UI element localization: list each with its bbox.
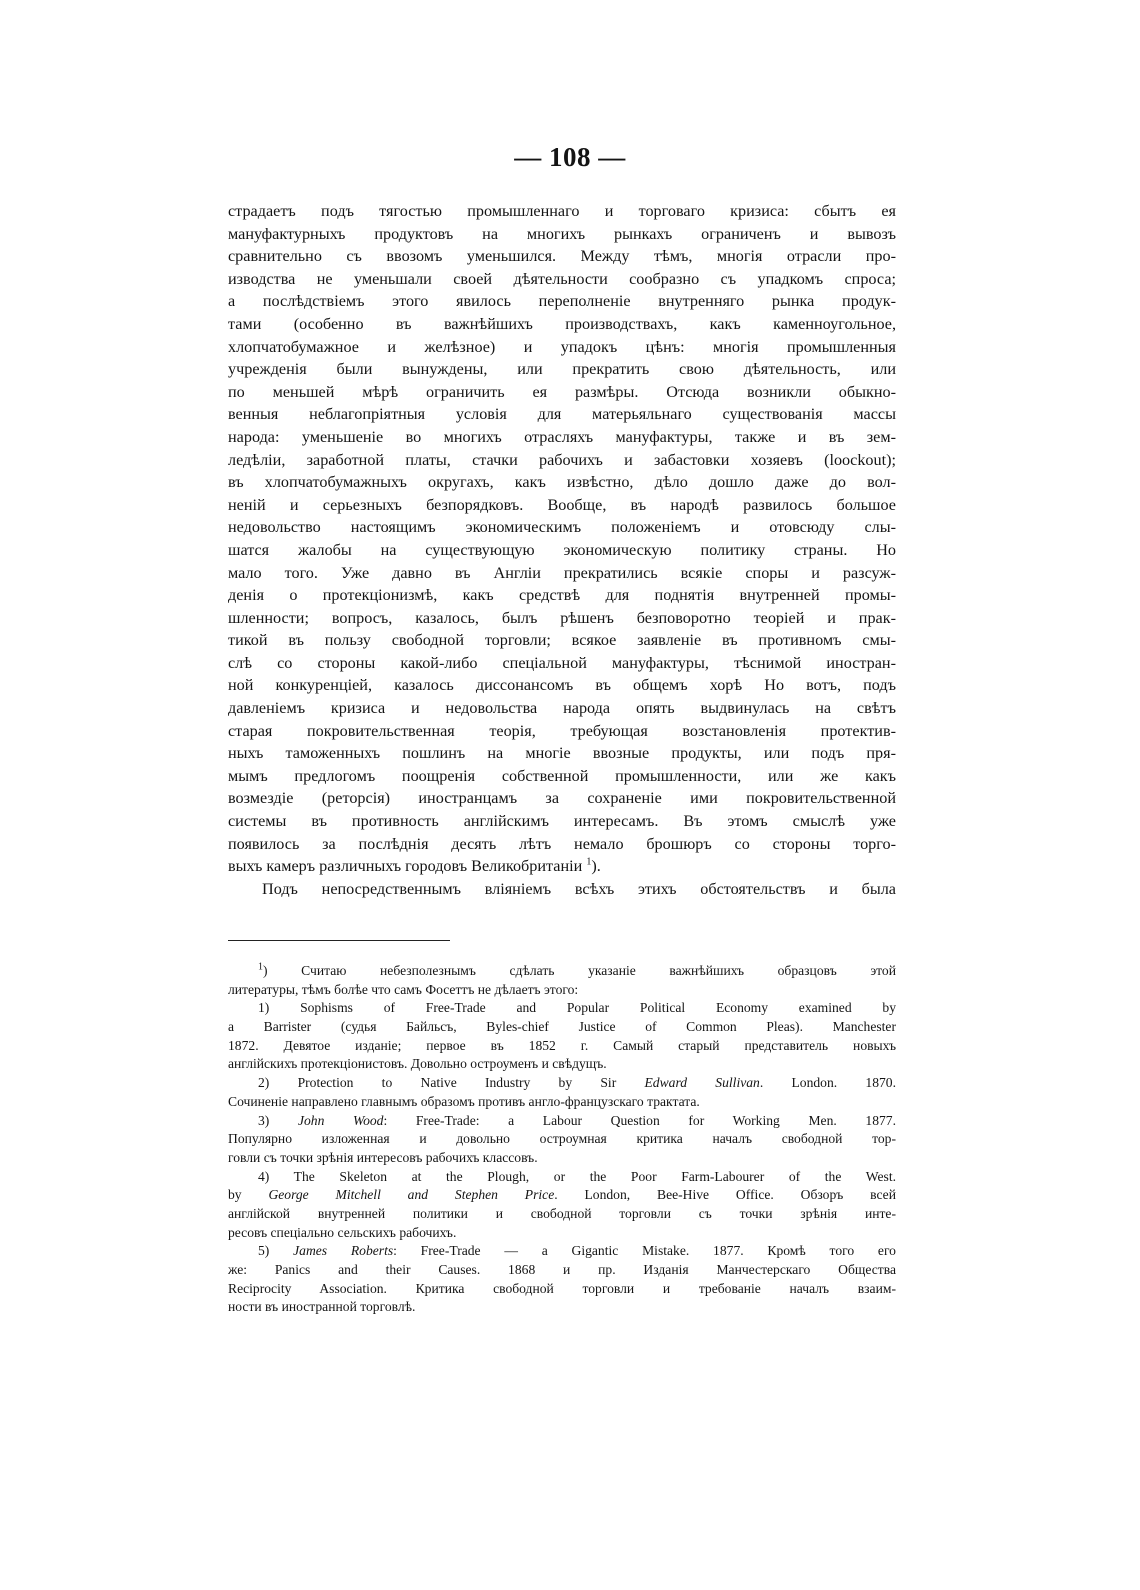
- text-line: страдаетъ подъ тягостью промышленнаго и торговаго кризиса: сбытъ ея: [228, 202, 896, 220]
- text-line-body: выхъ камеръ различныхъ городовъ Великобританіи: [228, 857, 583, 876]
- footnote-5-prefix: 5): [258, 1243, 270, 1259]
- footnote-entry-line: Сочиненіе направлено главнымъ образомъ противъ англо-французскаго трактата.: [228, 1093, 700, 1109]
- footnote-2-suffix: . London. 1870.: [759, 1075, 897, 1091]
- text-line: неній и серьезныхъ безпорядковъ. Вообще, въ народѣ развилось большое: [228, 495, 896, 514]
- text-line: давленіемъ кризиса и недовольства народа опять выдвинулась на свѣтъ: [228, 699, 896, 718]
- text-line: денія о протекціонизмѣ, какъ средствѣ для поднятія внутренней промы-: [228, 586, 896, 605]
- text-line: учрежденія были вынуждены, или прекратить свою дѣятельность, или: [228, 360, 896, 379]
- text-line: сравнительно съ ввозомъ уменьшился. Между тѣмъ, многія отрасли про-: [228, 247, 896, 266]
- footnote-3-author: John Wood: [297, 1112, 384, 1128]
- text-line: а послѣдствіемъ этого явилось переполненіе внутренняго рынка продук-: [228, 292, 896, 311]
- footnote-reference: 1: [586, 856, 592, 868]
- footnote-entry-line: [228, 1186, 896, 1205]
- footnote-entry-line: Популярно изложенная и довольно остроумная критика началъ свободной тор-: [228, 1131, 896, 1147]
- text-line: шленности; вопросъ, казалось, былъ рѣшенъ безповоротно теоріей и прак-: [228, 608, 896, 627]
- page-number: — 108 —: [514, 142, 626, 172]
- main-text: [228, 200, 896, 900]
- text-line: старая покровительственная теорія, требующая возстановленія протектив-: [228, 721, 896, 740]
- paragraph-start-line: Подъ непосредственнымъ вліяніемъ всѣхъ этихъ обстоятельствъ и была: [262, 879, 896, 898]
- text-line: мануфактурныхъ продуктовъ на многихъ рынкахъ ограниченъ и вывозъ: [228, 224, 896, 243]
- footnote-5-suffix: : Free-Trade — a Gigantic Mistake. 1877. Кромѣ того его: [393, 1243, 896, 1259]
- footnote-intro-line: литературы, тѣмъ болѣе что самъ Фосеттъ не дѣлаетъ этого:: [228, 981, 579, 997]
- text-line: тикой въ пользу свободной торговли; всякое заявленіе въ противномъ смы-: [228, 631, 896, 650]
- footnote-3-suffix: : Free-Trade: a Labour Question for Working Men. 1877.: [383, 1112, 896, 1128]
- text-line: ной конкуренціей, казалось диссонансомъ въ общемъ хорѣ Но вотъ, подъ: [228, 676, 896, 695]
- footnote-entry-line: [228, 1242, 896, 1261]
- footnote-3-prefix: 3): [258, 1112, 270, 1128]
- text-line: мало того. Уже давно въ Англіи прекратились всякіе споры и разсуж-: [228, 563, 896, 582]
- text-line: системы въ противность англійскимъ интересамъ. Въ этомъ смыслѣ уже: [228, 812, 896, 831]
- text-line: возмездіе (реторсія) иностранцамъ за сохраненіе ими покровительственной: [228, 789, 896, 808]
- footnote-entry-line: ности въ иностранной торговлѣ.: [228, 1299, 416, 1315]
- footnote-entry-line: [228, 1074, 896, 1093]
- footnote-2-prefix: 2) Protection to Native Industry by Sir: [258, 1075, 617, 1091]
- text-line: народа: уменьшеніе во многихъ отрасляхъ мануфактуры, также и въ зем-: [228, 427, 896, 446]
- footnote-entry-line: 1) Sophisms of Free-Trade and Popular Political Economy examined by: [258, 1000, 896, 1016]
- footnote-4-prefix: by: [228, 1187, 242, 1203]
- footnote-5-author: James Roberts: [293, 1243, 394, 1259]
- footnote-2-author: Edward Sullivan: [644, 1075, 760, 1091]
- footnote-entry-line: же: Panics and their Causes. 1868 и пр. Изданія Манчестерскаго Общества: [228, 1262, 896, 1277]
- footnote-entry-line: англійскихъ протекціонистовъ. Довольно остроуменъ и свѣдущъ.: [228, 1056, 607, 1072]
- text-line-end: ).: [591, 857, 601, 876]
- text-line-with-footnote-ref: [228, 855, 896, 878]
- text-line: хлопчатобумажное и желѣзное) и упадокъ цѣнъ: многія промышленныя: [228, 337, 896, 356]
- text-line: ледѣліи, заработной платы, стачки рабочихъ и забастовки хозяевъ (loockout);: [228, 450, 896, 469]
- footnotes: [228, 962, 896, 1317]
- text-line: венныя неблагопріятныя условія для матерьяльнаго существованія массы: [228, 405, 896, 424]
- footnote-4-authors: George Mitchell and Stephen Price: [268, 1187, 555, 1203]
- footnote-entry-line: Reciprocity Association. Критика свободной торговли и требованіе началъ взаим-: [228, 1280, 896, 1296]
- text-line: въ хлопчатобумажныхъ округахъ, какъ извѣстно, дѣло дошло даже до вол-: [228, 473, 896, 492]
- text-line: появилось за послѣднія десять лѣтъ немало брошюръ со стороны торго-: [228, 834, 896, 853]
- footnote-4-suffix: . London, Bee-Hive Office. Обзоръ всей: [554, 1187, 896, 1203]
- text-line: мымъ предлогомъ поощренія собственной промышленности, или же какъ: [228, 766, 896, 785]
- footnote-entry-line: a Barrister (судья Байльсъ, Byles-chief Justice of Common Pleas). Manchester: [228, 1019, 896, 1035]
- footnote-entry-line: говли съ точки зрѣнія интересовъ рабочихъ классовъ.: [228, 1149, 538, 1165]
- text-line: ныхъ таможенныхъ пошлинъ на многіе ввозные продукты, или подъ пря-: [228, 744, 896, 763]
- footnote-marker: 1: [258, 961, 263, 973]
- text-line: изводства не уменьшали своей дѣятельности сообразно съ упадкомъ спроса;: [228, 269, 896, 288]
- text-line: по меньшей мѣрѣ ограничить ея размѣры. Отсюда возникли обыкно-: [228, 382, 896, 401]
- text-line: тами (особенно въ важнѣйшихъ производствахъ, какъ каменноугольное,: [228, 314, 896, 333]
- footnote-intro-line: [228, 962, 896, 981]
- footnote-intro-text: ) Считаю небезполезнымъ сдѣлать указаніе важнѣйшихъ образцовъ этой: [263, 963, 896, 978]
- footnote-entry-line: 4) The Skeleton at the Plough, or the Poor Farm-Labourer of the West.: [258, 1168, 896, 1184]
- footnote-divider: [228, 940, 450, 941]
- text-line: недовольство настоящимъ экономическимъ положеніемъ и отовсюду слы-: [228, 518, 896, 537]
- footnote-entry-line: англійской внутренней политики и свободной торговли съ точки зрѣнія инте-: [228, 1205, 896, 1221]
- footnote-entry-line: 1872. Девятое изданіе; первое въ 1852 г. Самый старый представитель новыхъ: [228, 1037, 896, 1053]
- text-line: шатся жалобы на существующую экономическую политику страны. Но: [228, 540, 896, 559]
- text-line: слѣ со стороны какой-либо спеціальной мануфактуры, тѣснимой иностран-: [228, 653, 896, 672]
- footnote-entry-line: [228, 1112, 896, 1131]
- footnote-entry-line: ресовъ спеціально сельскихъ рабочихъ.: [228, 1224, 457, 1240]
